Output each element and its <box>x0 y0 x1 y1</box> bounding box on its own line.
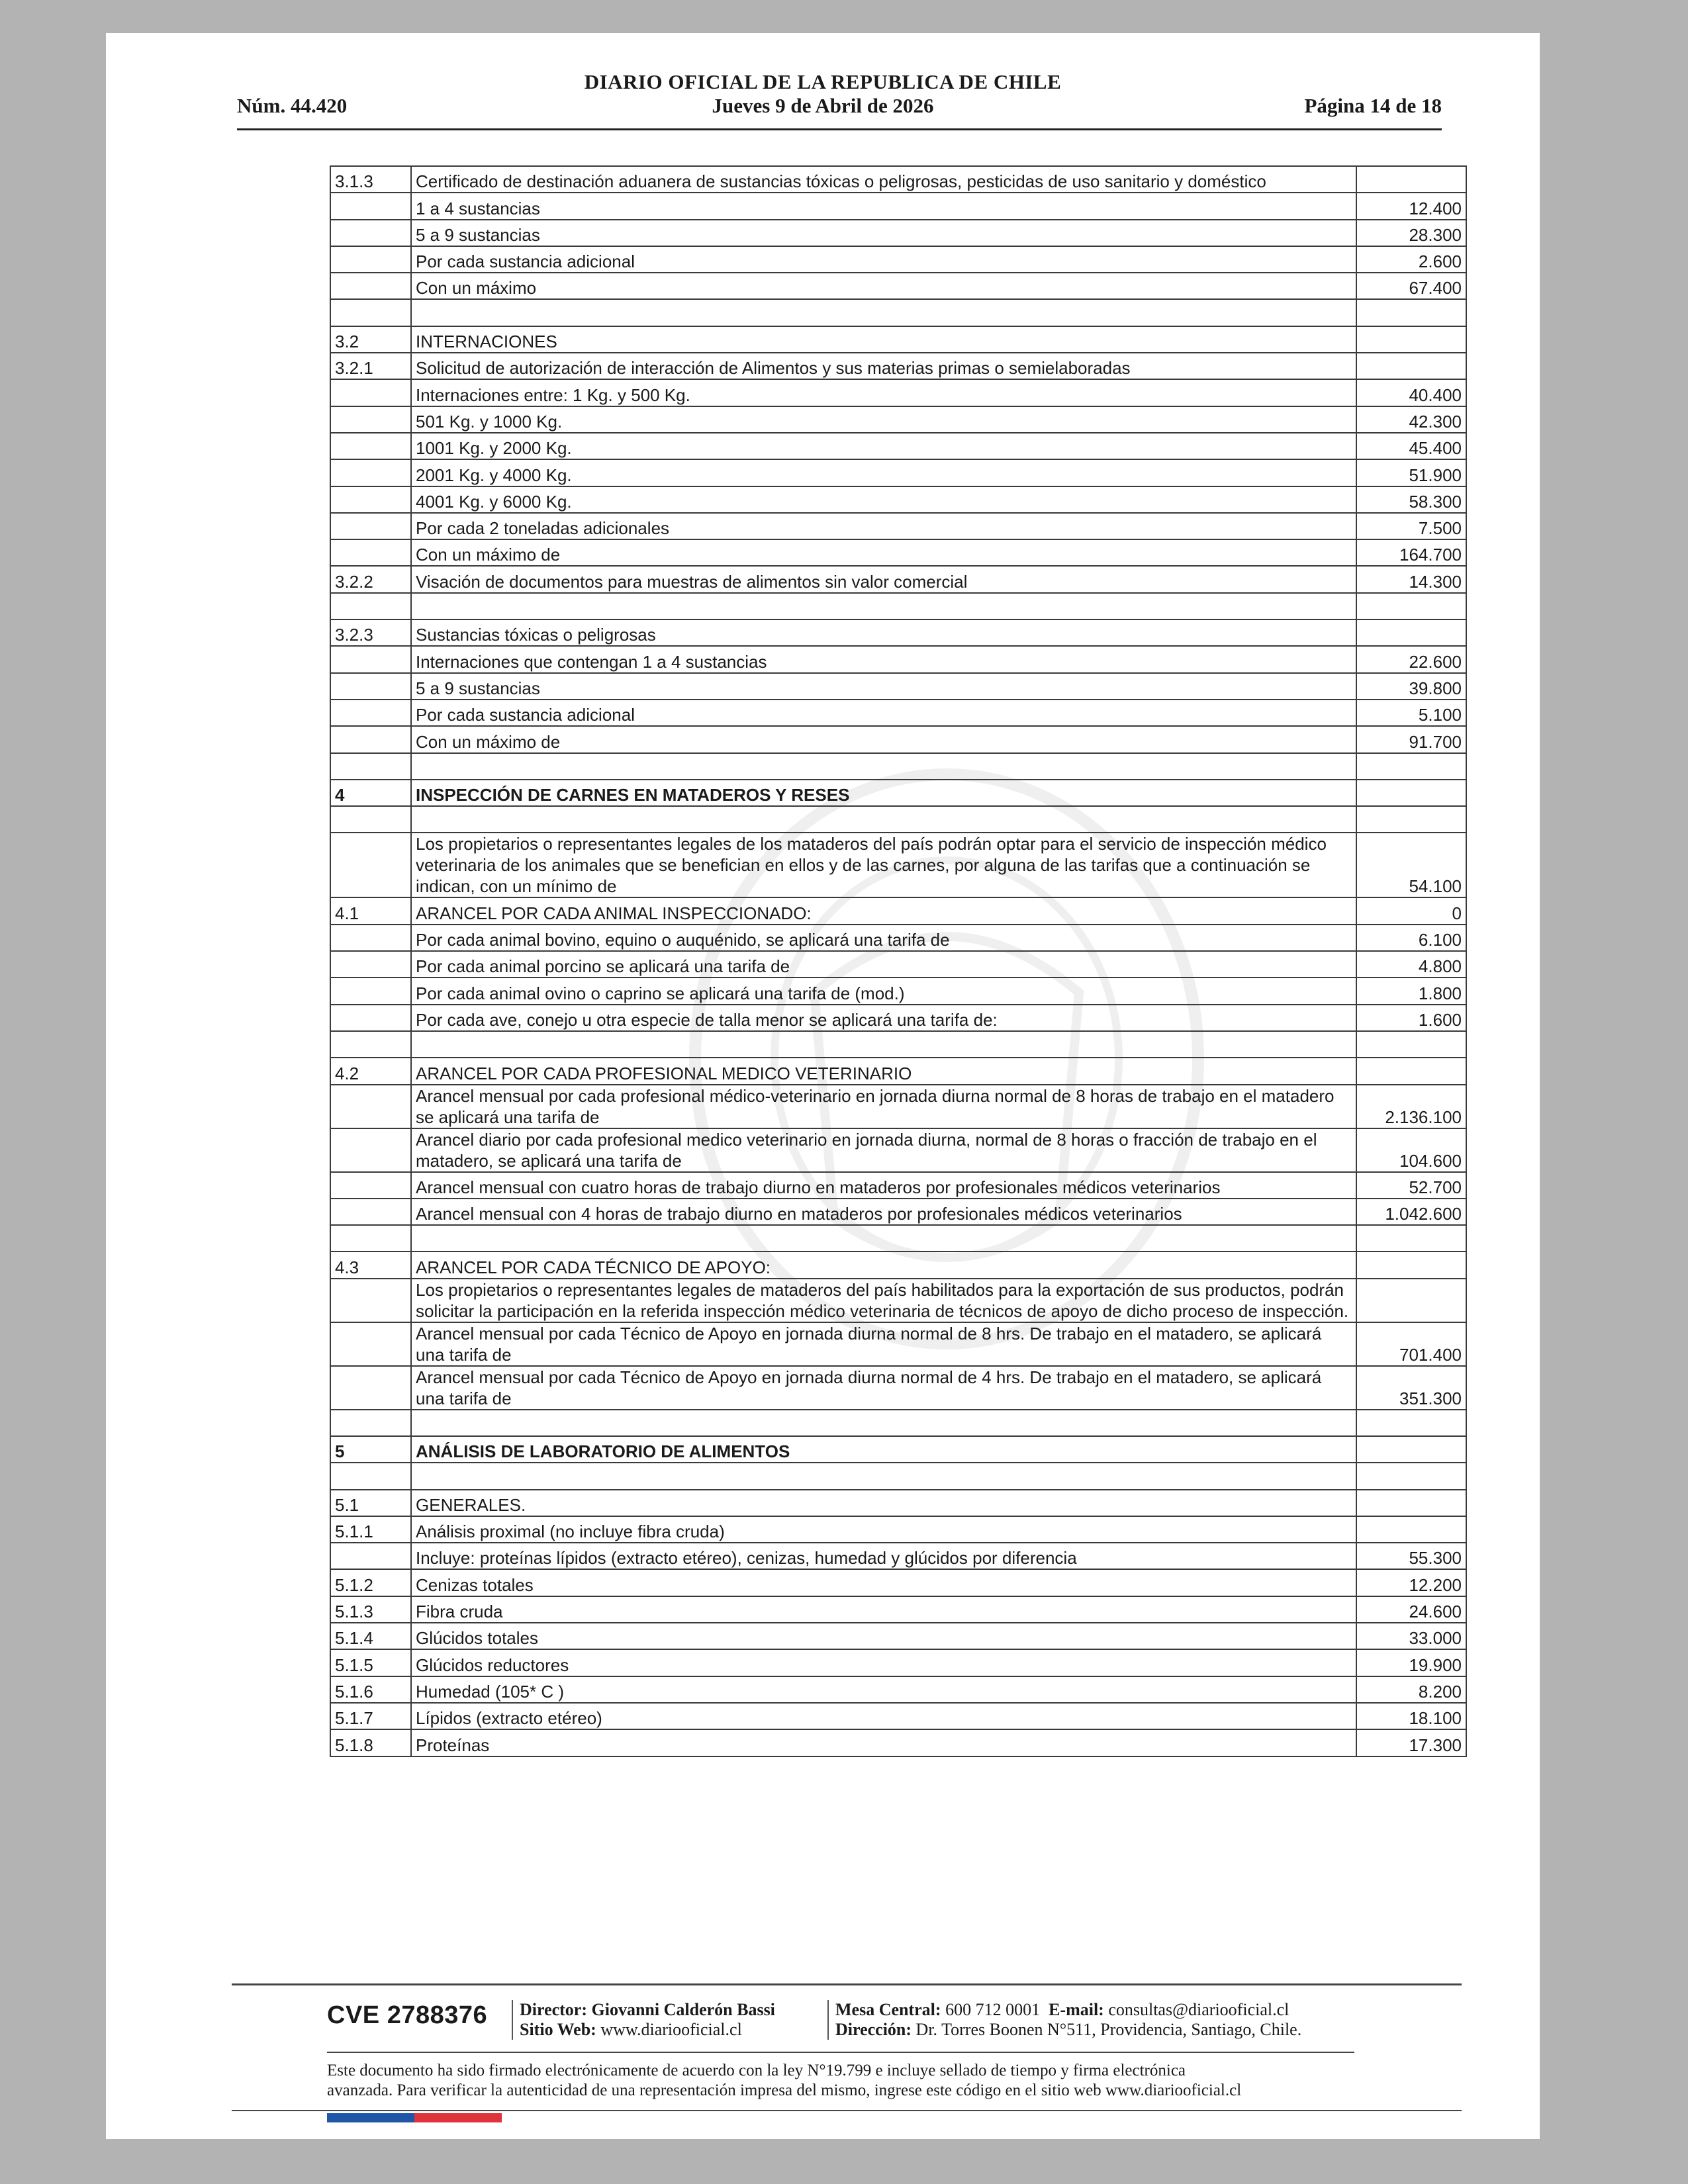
row-code: 5.1.3 <box>330 1596 411 1623</box>
table-row <box>330 1436 1466 1463</box>
row-code: 5.1.5 <box>330 1649 411 1676</box>
row-description: Por cada animal porcino se aplicará una tarifa de <box>411 951 1356 978</box>
table-row <box>330 753 1466 780</box>
table-row <box>330 459 1466 486</box>
row-code <box>330 646 411 672</box>
table-row <box>330 406 1466 433</box>
row-value: 8.200 <box>1356 1676 1466 1703</box>
row-code <box>330 459 411 486</box>
row-description: 2001 Kg. y 4000 Kg. <box>411 459 1356 486</box>
table-row <box>330 1172 1466 1199</box>
row-value: 33.000 <box>1356 1623 1466 1649</box>
row-value <box>1356 1031 1466 1058</box>
row-description: INTERNACIONES <box>411 326 1356 353</box>
header-divider <box>237 128 1442 130</box>
row-description <box>411 753 1356 780</box>
table-row <box>330 593 1466 619</box>
table-row <box>330 1410 1466 1436</box>
row-description <box>411 806 1356 833</box>
row-description: Humedad (105* C ) <box>411 1676 1356 1703</box>
row-description: Solicitud de autorización de interacción de Alimentos y sus materias primas o semielaboradas <box>411 353 1356 379</box>
row-description: Arancel mensual por cada Técnico de Apoyo en jornada diurna normal de 8 hrs. De trabajo en el matadero, se aplicará una tarifa de <box>411 1322 1356 1366</box>
row-value <box>1356 1410 1466 1436</box>
table-row <box>330 513 1466 539</box>
row-code <box>330 806 411 833</box>
website-link[interactable]: www.diariooficial.cl <box>600 2020 742 2039</box>
row-code: 3.2.1 <box>330 353 411 379</box>
footer-divider-top <box>232 1983 1462 1985</box>
row-code <box>330 539 411 566</box>
row-code <box>330 1031 411 1058</box>
row-value: 55.300 <box>1356 1543 1466 1569</box>
row-value: 2.136.100 <box>1356 1085 1466 1128</box>
row-description: Proteínas <box>411 1729 1356 1756</box>
row-description: Por cada sustancia adicional <box>411 700 1356 726</box>
table-row <box>330 1676 1466 1703</box>
row-description: Por cada animal bovino, equino o auquénido, se aplicará una tarifa de <box>411 925 1356 951</box>
issue-date: Jueves 9 de Abril de 2026 <box>712 94 934 117</box>
row-description: GENERALES. <box>411 1490 1356 1516</box>
table-row <box>330 1649 1466 1676</box>
row-value: 6.100 <box>1356 925 1466 951</box>
row-code <box>330 193 411 219</box>
row-value: 351.300 <box>1356 1366 1466 1410</box>
row-value: 22.600 <box>1356 646 1466 672</box>
row-description <box>411 1225 1356 1251</box>
row-value: 52.700 <box>1356 1172 1466 1199</box>
row-description: Arancel mensual con cuatro horas de trabajo diurno en mataderos por profesionales médicos veterinarios <box>411 1172 1356 1199</box>
row-description: INSPECCIÓN DE CARNES EN MATADEROS Y RESES <box>411 780 1356 806</box>
table-row <box>330 1516 1466 1543</box>
table-row <box>330 193 1466 219</box>
row-value: 1.800 <box>1356 978 1466 1004</box>
row-description: Arancel mensual por cada Técnico de Apoyo en jornada diurna normal de 4 hrs. De trabajo en el matadero, se aplicará una tarifa de <box>411 1366 1356 1410</box>
row-description: Con un máximo de <box>411 726 1356 752</box>
row-description: Lípidos (extracto etéreo) <box>411 1703 1356 1729</box>
row-description: Visación de documentos para muestras de alimentos sin valor comercial <box>411 566 1356 592</box>
row-description: ANÁLISIS DE LABORATORIO DE ALIMENTOS <box>411 1436 1356 1463</box>
table-row <box>330 566 1466 592</box>
row-description: Internaciones entre: 1 Kg. y 500 Kg. <box>411 379 1356 406</box>
row-value <box>1356 806 1466 833</box>
issue-number: Núm. 44.420 <box>237 94 348 117</box>
table-row <box>330 833 1466 897</box>
row-code <box>330 1005 411 1031</box>
row-code <box>330 1085 411 1128</box>
table-row <box>330 806 1466 833</box>
row-code: 5.1.7 <box>330 1703 411 1729</box>
row-description: 501 Kg. y 1000 Kg. <box>411 406 1356 433</box>
row-code <box>330 1172 411 1199</box>
row-code: 4.1 <box>330 897 411 924</box>
row-code <box>330 273 411 299</box>
email-label: E-mail: <box>1049 2000 1104 2019</box>
row-code: 3.2.3 <box>330 619 411 646</box>
row-value: 67.400 <box>1356 273 1466 299</box>
row-value: 28.300 <box>1356 220 1466 246</box>
flag-stripe-blue <box>327 2113 414 2122</box>
row-value: 12.200 <box>1356 1569 1466 1596</box>
table-row <box>330 246 1466 273</box>
row-description: ARANCEL POR CADA ANIMAL INSPECCIONADO: <box>411 897 1356 924</box>
row-code: 4 <box>330 780 411 806</box>
row-code <box>330 379 411 406</box>
table-row <box>330 673 1466 700</box>
footer-divider-middle <box>327 2052 1354 2053</box>
table-row <box>330 353 1466 379</box>
row-value <box>1356 353 1466 379</box>
row-description: Glúcidos reductores <box>411 1649 1356 1676</box>
tariff-table <box>330 165 1467 1757</box>
address-value: Dr. Torres Boonen N°511, Providencia, Santiago, Chile. <box>915 2020 1302 2039</box>
row-code <box>330 1199 411 1225</box>
row-value: 164.700 <box>1356 539 1466 566</box>
table-row <box>330 1128 1466 1172</box>
row-description: 1001 Kg. y 2000 Kg. <box>411 433 1356 459</box>
row-description: Los propietarios o representantes legales de mataderos del país habilitados para la exportación de sus productos, podrán solicitar la participación en la referida inspección médico veterinaria de técnicos de apoyo de dicho proceso de inspección. <box>411 1279 1356 1322</box>
row-code <box>330 753 411 780</box>
row-description: Glúcidos totales <box>411 1623 1356 1649</box>
email-link[interactable]: consultas@diariooficial.cl <box>1108 2000 1289 2019</box>
row-value: 1.600 <box>1356 1005 1466 1031</box>
table-row <box>330 273 1466 299</box>
row-code: 4.2 <box>330 1058 411 1084</box>
row-description <box>411 593 1356 619</box>
footer-contact-block <box>835 2000 1301 2040</box>
row-value: 14.300 <box>1356 566 1466 592</box>
page-indicator: Página 14 de 18 <box>1304 94 1442 117</box>
row-description: ARANCEL POR CADA TÉCNICO DE APOYO: <box>411 1251 1356 1278</box>
address-label: Dirección: <box>835 2020 912 2039</box>
flag-stripe-red <box>414 2113 502 2122</box>
table-row <box>330 299 1466 326</box>
table-row <box>330 1279 1466 1322</box>
row-code <box>330 220 411 246</box>
row-code <box>330 486 411 513</box>
table-row <box>330 1623 1466 1649</box>
row-description: Incluye: proteínas lípidos (extracto etéreo), cenizas, humedad y glúcidos por diferencia <box>411 1543 1356 1569</box>
row-value <box>1356 1516 1466 1543</box>
row-description: Fibra cruda <box>411 1596 1356 1623</box>
row-value: 58.300 <box>1356 486 1466 513</box>
row-value <box>1356 753 1466 780</box>
row-description: Por cada animal ovino o caprino se aplicará una tarifa de (mod.) <box>411 978 1356 1004</box>
row-code: 5.1 <box>330 1490 411 1516</box>
row-code <box>330 700 411 726</box>
row-code <box>330 1322 411 1366</box>
row-value: 1.042.600 <box>1356 1199 1466 1225</box>
table-row <box>330 1199 1466 1225</box>
table-row <box>330 1225 1466 1251</box>
row-code: 3.1.3 <box>330 166 411 193</box>
table-row <box>330 1729 1466 1756</box>
row-description: 5 a 9 sustancias <box>411 220 1356 246</box>
newspaper-title: DIARIO OFICIAL DE LA REPUBLICA DE CHILE <box>584 70 1062 93</box>
row-code <box>330 513 411 539</box>
table-row <box>330 726 1466 752</box>
website-label: Sitio Web: <box>520 2020 596 2039</box>
row-value: 17.300 <box>1356 1729 1466 1756</box>
row-code <box>330 406 411 433</box>
footer-divider-bottom <box>232 2110 1462 2111</box>
row-value: 54.100 <box>1356 833 1466 897</box>
cve-code: CVE 2788376 <box>327 2001 488 2029</box>
row-description <box>411 1031 1356 1058</box>
row-value <box>1356 780 1466 806</box>
row-code <box>330 1225 411 1251</box>
row-description <box>411 299 1356 326</box>
table-row <box>330 780 1466 806</box>
row-value: 5.100 <box>1356 700 1466 726</box>
row-value <box>1356 166 1466 193</box>
footer-separator <box>512 2000 513 2040</box>
legal-notice-line: avanzada. Para verificar la autenticidad de una representación impresa del mismo, ingrese este código en el sitio web www.diariooficial.cl <box>327 2081 1242 2099</box>
row-value: 51.900 <box>1356 459 1466 486</box>
row-description: ARANCEL POR CADA PROFESIONAL MEDICO VETERINARIO <box>411 1058 1356 1084</box>
row-value <box>1356 326 1466 353</box>
row-value <box>1356 619 1466 646</box>
row-value: 42.300 <box>1356 406 1466 433</box>
table-row <box>330 220 1466 246</box>
row-value: 39.800 <box>1356 673 1466 700</box>
row-value <box>1356 1490 1466 1516</box>
table-row <box>330 978 1466 1004</box>
row-value: 2.600 <box>1356 246 1466 273</box>
row-code <box>330 978 411 1004</box>
row-value <box>1356 1058 1466 1084</box>
row-description: Los propietarios o representantes legales de los mataderos del país podrán optar para el servicio de inspección médico veterinaria de los animales que se benefician en ellos y de las carnes, por alguna de las tarifas que a continuación se indican, con un mínimo de <box>411 833 1356 897</box>
document-page <box>106 33 1540 2139</box>
table-row <box>330 326 1466 353</box>
footer-director-block <box>520 2000 775 2040</box>
row-value: 91.700 <box>1356 726 1466 752</box>
legal-notice <box>327 2061 1452 2101</box>
row-code <box>330 925 411 951</box>
row-value <box>1356 1251 1466 1278</box>
row-value: 0 <box>1356 897 1466 924</box>
row-code: 5.1.1 <box>330 1516 411 1543</box>
table-row <box>330 486 1466 513</box>
row-value <box>1356 1225 1466 1251</box>
row-description: Sustancias tóxicas o peligrosas <box>411 619 1356 646</box>
row-description: Por cada sustancia adicional <box>411 246 1356 273</box>
row-value <box>1356 299 1466 326</box>
row-code <box>330 1128 411 1172</box>
row-description <box>411 1463 1356 1489</box>
row-code: 5.1.2 <box>330 1569 411 1596</box>
footer-separator <box>827 2000 829 2040</box>
row-description: Por cada 2 toneladas adicionales <box>411 513 1356 539</box>
row-value: 45.400 <box>1356 433 1466 459</box>
table-row <box>330 1322 1466 1366</box>
row-value: 40.400 <box>1356 379 1466 406</box>
table-row <box>330 1490 1466 1516</box>
row-value: 12.400 <box>1356 193 1466 219</box>
row-description: Internaciones que contengan 1 a 4 sustancias <box>411 646 1356 672</box>
row-description: 1 a 4 sustancias <box>411 193 1356 219</box>
row-code <box>330 1410 411 1436</box>
table-row <box>330 897 1466 924</box>
row-description: Arancel mensual por cada profesional médico-veterinario en jornada diurna normal de 8 horas de trabajo en el matadero se aplicará una tarifa de <box>411 1085 1356 1128</box>
table-row <box>330 1703 1466 1729</box>
phone-label: Mesa Central: <box>835 2000 941 2019</box>
row-description <box>411 1410 1356 1436</box>
row-code: 5.1.4 <box>330 1623 411 1649</box>
row-description: Con un máximo <box>411 273 1356 299</box>
table-row <box>330 539 1466 566</box>
row-description: Cenizas totales <box>411 1569 1356 1596</box>
phone-value: 600 712 0001 <box>945 2000 1041 2019</box>
table-row <box>330 1463 1466 1489</box>
table-row <box>330 1543 1466 1569</box>
row-description: Certificado de destinación aduanera de sustancias tóxicas o peligrosas, pesticidas de uso sanitario y doméstico <box>411 166 1356 193</box>
row-code: 5.1.8 <box>330 1729 411 1756</box>
table-row <box>330 433 1466 459</box>
row-code: 5 <box>330 1436 411 1463</box>
row-code <box>330 1279 411 1322</box>
legal-notice-line: Este documento ha sido firmado electrónicamente de acuerdo con la ley N°19.799 e incluye sellado de tiempo y firma electrónica <box>327 2062 1186 2079</box>
row-code <box>330 833 411 897</box>
row-description: Análisis proximal (no incluye fibra cruda) <box>411 1516 1356 1543</box>
row-description: 5 a 9 sustancias <box>411 673 1356 700</box>
table-row <box>330 1596 1466 1623</box>
row-code <box>330 1463 411 1489</box>
table-row <box>330 951 1466 978</box>
row-code <box>330 299 411 326</box>
table-row <box>330 619 1466 646</box>
row-description: Arancel mensual con 4 horas de trabajo diurno en mataderos por profesionales médicos veterinarios <box>411 1199 1356 1225</box>
row-code <box>330 726 411 752</box>
table-row <box>330 166 1466 193</box>
row-value <box>1356 1436 1466 1463</box>
table-row <box>330 1031 1466 1058</box>
row-value <box>1356 1279 1466 1322</box>
table-row <box>330 1058 1466 1084</box>
row-value: 24.600 <box>1356 1596 1466 1623</box>
table-row <box>330 379 1466 406</box>
row-description: Arancel diario por cada profesional medico veterinario en jornada diurna, normal de 8 horas o fracción de trabajo en el matadero, se aplicará una tarifa de <box>411 1128 1356 1172</box>
row-description: Por cada ave, conejo u otra especie de talla menor se aplicará una tarifa de: <box>411 1005 1356 1031</box>
row-code <box>330 433 411 459</box>
director-name: Giovanni Calderón Bassi <box>591 2000 775 2019</box>
row-code <box>330 246 411 273</box>
row-code <box>330 673 411 700</box>
row-value: 19.900 <box>1356 1649 1466 1676</box>
table-row <box>330 646 1466 672</box>
row-value: 104.600 <box>1356 1128 1466 1172</box>
row-value: 4.800 <box>1356 951 1466 978</box>
row-value: 18.100 <box>1356 1703 1466 1729</box>
row-code: 3.2.2 <box>330 566 411 592</box>
row-code: 3.2 <box>330 326 411 353</box>
row-code <box>330 593 411 619</box>
row-code <box>330 1366 411 1410</box>
row-value: 7.500 <box>1356 513 1466 539</box>
table-row <box>330 700 1466 726</box>
row-code <box>330 951 411 978</box>
row-value <box>1356 593 1466 619</box>
director-label: Director: <box>520 2000 588 2019</box>
table-row <box>330 1085 1466 1128</box>
row-description: Con un máximo de <box>411 539 1356 566</box>
row-code: 4.3 <box>330 1251 411 1278</box>
table-row <box>330 925 1466 951</box>
row-code <box>330 1543 411 1569</box>
table-row <box>330 1569 1466 1596</box>
table-row <box>330 1366 1466 1410</box>
table-row <box>330 1251 1466 1278</box>
row-code: 5.1.6 <box>330 1676 411 1703</box>
row-value <box>1356 1463 1466 1489</box>
row-description: 4001 Kg. y 6000 Kg. <box>411 486 1356 513</box>
table-row <box>330 1005 1466 1031</box>
row-value: 701.400 <box>1356 1322 1466 1366</box>
